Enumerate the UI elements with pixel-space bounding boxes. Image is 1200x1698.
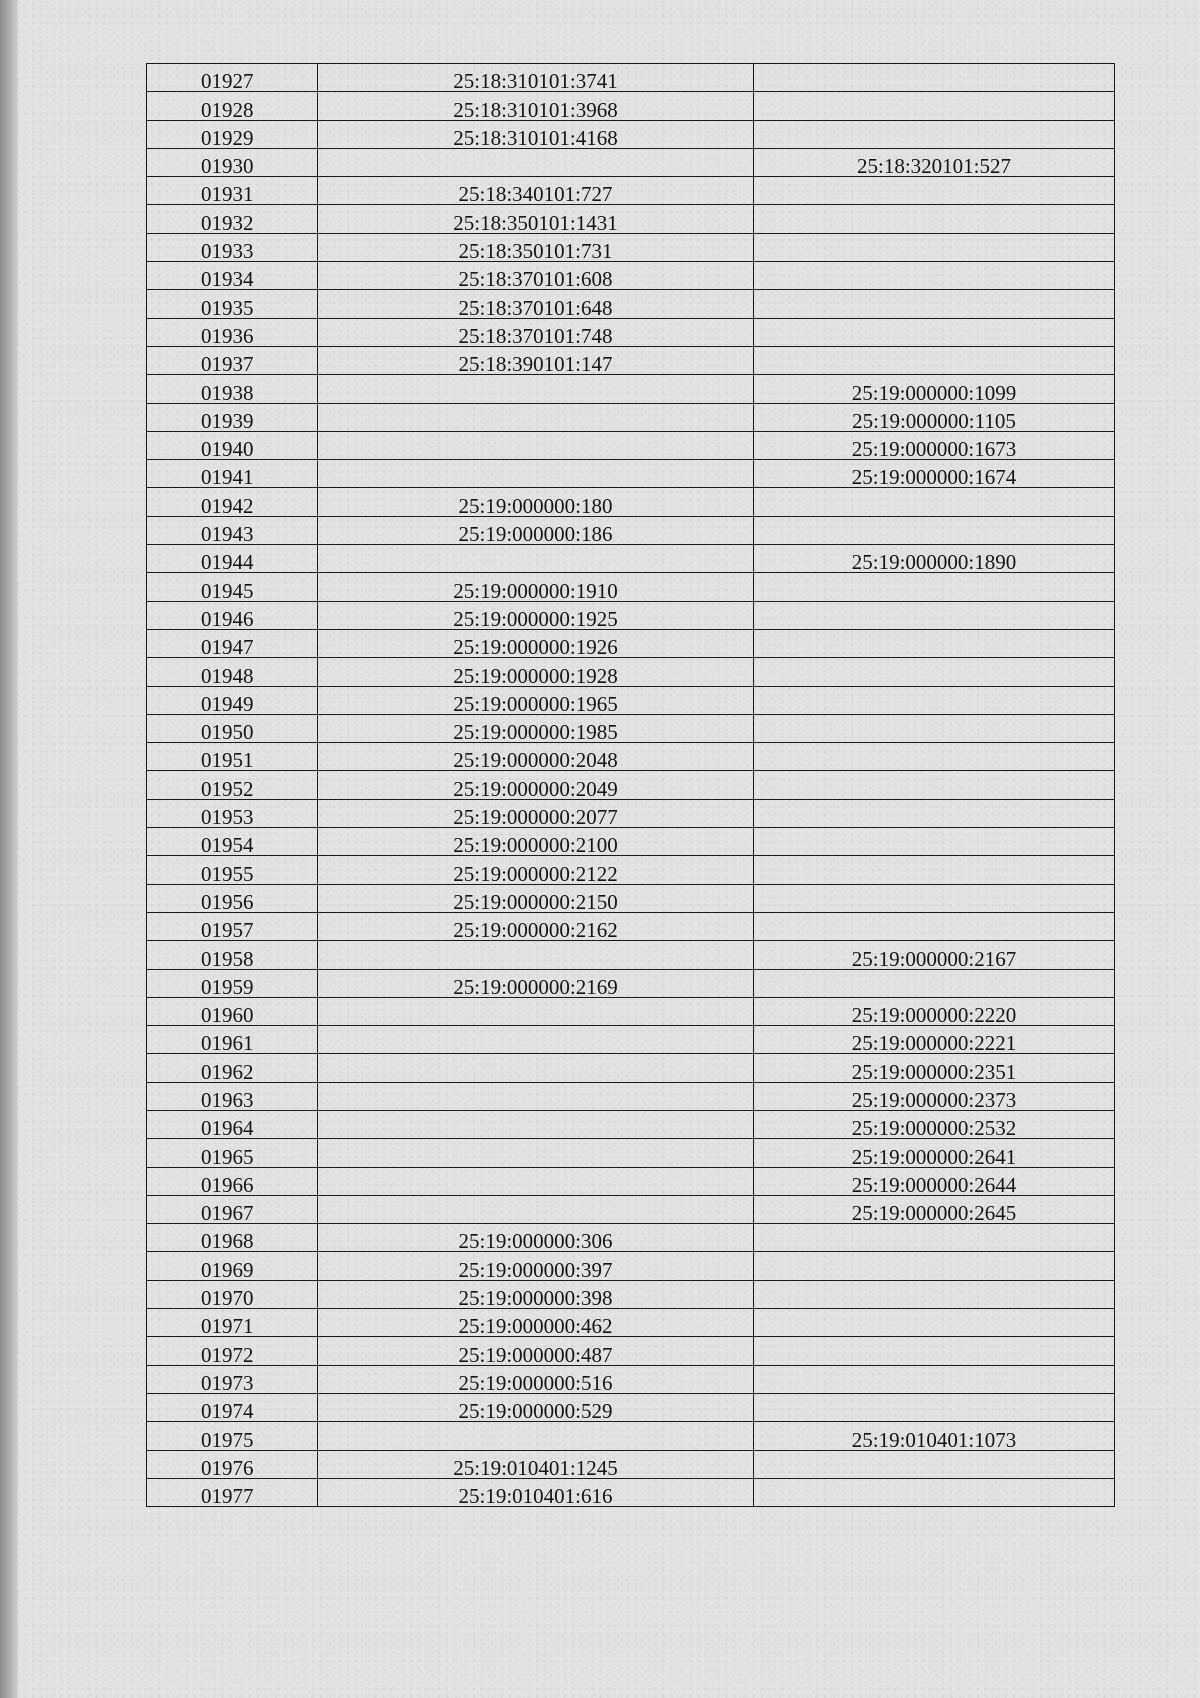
row-number-cell: 01973 xyxy=(147,1365,318,1393)
cadastral-number-cell xyxy=(754,92,1115,120)
cadastral-number-cell: 25:18:340101:727 xyxy=(318,177,754,205)
cadastral-number-cell: 25:18:350101:1431 xyxy=(318,205,754,233)
table-row xyxy=(147,516,1115,544)
cadastral-number-cell: 25:19:000000:2048 xyxy=(318,743,754,771)
cadastral-number-cell: 25:19:000000:462 xyxy=(318,1309,754,1337)
cadastral-number-cell xyxy=(318,460,754,488)
cadastral-number-cell xyxy=(754,629,1115,657)
cadastral-number-cell xyxy=(754,658,1115,686)
row-number-cell: 01968 xyxy=(147,1224,318,1252)
row-number-cell: 01929 xyxy=(147,120,318,148)
row-number-cell: 01970 xyxy=(147,1280,318,1308)
table-row xyxy=(147,714,1115,742)
cadastral-number-cell: 25:19:000000:1673 xyxy=(754,431,1115,459)
cadastral-number-cell: 25:19:000000:1965 xyxy=(318,686,754,714)
cadastral-number-cell: 25:18:370101:648 xyxy=(318,290,754,318)
cadastral-number-cell xyxy=(754,828,1115,856)
cadastral-number-cell xyxy=(318,1195,754,1223)
cadastral-number-cell xyxy=(754,318,1115,346)
table-row xyxy=(147,1252,1115,1280)
cadastral-number-cell xyxy=(318,1139,754,1167)
cadastral-number-cell: 25:19:010401:1245 xyxy=(318,1450,754,1478)
table-row xyxy=(147,1478,1115,1506)
cadastral-number-cell xyxy=(754,233,1115,261)
table-row xyxy=(147,233,1115,261)
cadastral-number-cell: 25:19:000000:398 xyxy=(318,1280,754,1308)
table-body xyxy=(147,64,1115,1507)
row-number-cell: 01958 xyxy=(147,941,318,969)
row-number-cell: 01956 xyxy=(147,884,318,912)
cadastral-number-cell: 25:19:000000:2641 xyxy=(754,1139,1115,1167)
row-number-cell: 01967 xyxy=(147,1195,318,1223)
table-row xyxy=(147,346,1115,374)
table-row xyxy=(147,545,1115,573)
row-number-cell: 01950 xyxy=(147,714,318,742)
cadastral-number-cell: 25:19:000000:2150 xyxy=(318,884,754,912)
row-number-cell: 01936 xyxy=(147,318,318,346)
table-row xyxy=(147,1450,1115,1478)
cadastral-number-cell: 25:18:310101:4168 xyxy=(318,120,754,148)
row-number-cell: 01966 xyxy=(147,1167,318,1195)
row-number-cell: 01940 xyxy=(147,431,318,459)
cadastral-number-cell xyxy=(754,346,1115,374)
cadastral-number-cell xyxy=(754,771,1115,799)
cadastral-number-cell xyxy=(318,1082,754,1110)
table-row xyxy=(147,743,1115,771)
cadastral-number-cell xyxy=(754,799,1115,827)
row-number-cell: 01931 xyxy=(147,177,318,205)
cadastral-number-cell xyxy=(754,290,1115,318)
cadastral-number-cell: 25:19:000000:1099 xyxy=(754,375,1115,403)
cadastral-number-cell xyxy=(754,969,1115,997)
cadastral-number-cell xyxy=(754,1393,1115,1421)
row-number-cell: 01927 xyxy=(147,64,318,92)
table-row xyxy=(147,177,1115,205)
table-row xyxy=(147,431,1115,459)
cadastral-number-cell: 25:19:000000:487 xyxy=(318,1337,754,1365)
table-row xyxy=(147,856,1115,884)
document-page xyxy=(18,0,1200,1698)
cadastral-number-cell xyxy=(754,912,1115,940)
cadastral-number-cell: 25:19:000000:2351 xyxy=(754,1054,1115,1082)
row-number-cell: 01965 xyxy=(147,1139,318,1167)
row-number-cell: 01951 xyxy=(147,743,318,771)
cadastral-number-cell: 25:19:000000:1105 xyxy=(754,403,1115,431)
cadastral-number-cell xyxy=(754,601,1115,629)
cadastral-number-cell: 25:18:350101:731 xyxy=(318,233,754,261)
row-number-cell: 01938 xyxy=(147,375,318,403)
cadastral-number-cell xyxy=(754,262,1115,290)
cadastral-number-cell: 25:19:000000:2220 xyxy=(754,997,1115,1025)
row-number-cell: 01942 xyxy=(147,488,318,516)
cadastral-number-cell xyxy=(318,1110,754,1138)
table-row xyxy=(147,686,1115,714)
table-row xyxy=(147,1139,1115,1167)
table-row xyxy=(147,148,1115,176)
cadastral-number-cell: 25:19:000000:2167 xyxy=(754,941,1115,969)
cadastral-number-cell: 25:19:000000:1928 xyxy=(318,658,754,686)
table-row xyxy=(147,1280,1115,1308)
table-row xyxy=(147,1224,1115,1252)
cadastral-number-cell: 25:19:000000:529 xyxy=(318,1393,754,1421)
cadastral-number-cell xyxy=(754,884,1115,912)
table-row xyxy=(147,1054,1115,1082)
cadastral-number-cell xyxy=(318,148,754,176)
table-row xyxy=(147,884,1115,912)
cadastral-number-cell: 25:19:000000:306 xyxy=(318,1224,754,1252)
row-number-cell: 01935 xyxy=(147,290,318,318)
row-number-cell: 01944 xyxy=(147,545,318,573)
row-number-cell: 01975 xyxy=(147,1422,318,1450)
cadastral-number-cell: 25:19:000000:2645 xyxy=(754,1195,1115,1223)
cadastral-number-cell: 25:19:000000:186 xyxy=(318,516,754,544)
cadastral-number-cell xyxy=(754,488,1115,516)
cadastral-number-cell xyxy=(754,1309,1115,1337)
table-row xyxy=(147,375,1115,403)
cadastral-number-cell xyxy=(754,743,1115,771)
cadastral-number-cell: 25:19:000000:2221 xyxy=(754,1026,1115,1054)
cadastral-number-cell: 25:19:000000:516 xyxy=(318,1365,754,1393)
table-row xyxy=(147,1026,1115,1054)
table-row xyxy=(147,799,1115,827)
row-number-cell: 01946 xyxy=(147,601,318,629)
table-row xyxy=(147,1309,1115,1337)
cadastral-number-cell: 25:19:000000:2162 xyxy=(318,912,754,940)
row-number-cell: 01964 xyxy=(147,1110,318,1138)
row-number-cell: 01977 xyxy=(147,1478,318,1506)
row-number-cell: 01939 xyxy=(147,403,318,431)
row-number-cell: 01937 xyxy=(147,346,318,374)
cadastral-number-cell xyxy=(754,516,1115,544)
cadastral-number-cell: 25:19:000000:2049 xyxy=(318,771,754,799)
table-row xyxy=(147,1110,1115,1138)
cadastral-number-cell xyxy=(754,1252,1115,1280)
table-row xyxy=(147,1365,1115,1393)
cadastral-number-cell: 25:19:010401:616 xyxy=(318,1478,754,1506)
row-number-cell: 01974 xyxy=(147,1393,318,1421)
cadastral-number-cell xyxy=(754,1478,1115,1506)
table-row xyxy=(147,1195,1115,1223)
cadastral-number-cell xyxy=(754,177,1115,205)
table-row xyxy=(147,1167,1115,1195)
row-number-cell: 01954 xyxy=(147,828,318,856)
cadastral-number-cell: 25:19:000000:1910 xyxy=(318,573,754,601)
cadastral-number-cell: 25:19:000000:2100 xyxy=(318,828,754,856)
table-row xyxy=(147,1393,1115,1421)
row-number-cell: 01943 xyxy=(147,516,318,544)
cadastral-number-cell: 25:18:320101:527 xyxy=(754,148,1115,176)
table-row xyxy=(147,828,1115,856)
row-number-cell: 01961 xyxy=(147,1026,318,1054)
cadastral-number-cell xyxy=(754,64,1115,92)
cadastral-number-cell xyxy=(754,120,1115,148)
cadastral-number-cell: 25:18:370101:748 xyxy=(318,318,754,346)
table-row xyxy=(147,941,1115,969)
row-number-cell: 01945 xyxy=(147,573,318,601)
cadastral-number-cell: 25:19:000000:1926 xyxy=(318,629,754,657)
cadastral-number-cell xyxy=(318,1026,754,1054)
cadastral-number-cell: 25:19:000000:2373 xyxy=(754,1082,1115,1110)
row-number-cell: 01953 xyxy=(147,799,318,827)
table-row xyxy=(147,1337,1115,1365)
cadastral-number-cell: 25:19:000000:1925 xyxy=(318,601,754,629)
cadastral-number-cell xyxy=(754,1280,1115,1308)
cadastral-number-cell xyxy=(318,997,754,1025)
row-number-cell: 01934 xyxy=(147,262,318,290)
table-row xyxy=(147,460,1115,488)
table-row xyxy=(147,318,1115,346)
table-row xyxy=(147,64,1115,92)
table-row xyxy=(147,92,1115,120)
row-number-cell: 01928 xyxy=(147,92,318,120)
cadastral-number-cell: 25:18:310101:3741 xyxy=(318,64,754,92)
table-row xyxy=(147,601,1115,629)
cadastral-number-cell: 25:19:000000:2122 xyxy=(318,856,754,884)
table-row xyxy=(147,969,1115,997)
table-row xyxy=(147,205,1115,233)
table-row xyxy=(147,658,1115,686)
cadastral-number-cell: 25:19:000000:180 xyxy=(318,488,754,516)
row-number-cell: 01933 xyxy=(147,233,318,261)
cadastral-number-cell xyxy=(754,1337,1115,1365)
row-number-cell: 01949 xyxy=(147,686,318,714)
cadastral-number-cell: 25:19:000000:397 xyxy=(318,1252,754,1280)
cadastral-number-cell: 25:19:000000:1674 xyxy=(754,460,1115,488)
cadastral-number-cell xyxy=(318,941,754,969)
row-number-cell: 01955 xyxy=(147,856,318,884)
row-number-cell: 01948 xyxy=(147,658,318,686)
row-number-cell: 01972 xyxy=(147,1337,318,1365)
row-number-cell: 01932 xyxy=(147,205,318,233)
row-number-cell: 01947 xyxy=(147,629,318,657)
table-row xyxy=(147,262,1115,290)
cadastral-number-cell: 25:19:010401:1073 xyxy=(754,1422,1115,1450)
row-number-cell: 01957 xyxy=(147,912,318,940)
cadastral-number-cell xyxy=(754,1450,1115,1478)
row-number-cell: 01959 xyxy=(147,969,318,997)
table-row xyxy=(147,997,1115,1025)
table-row xyxy=(147,1422,1115,1450)
cadastral-number-cell xyxy=(318,403,754,431)
cadastral-number-cell xyxy=(754,1365,1115,1393)
table-row xyxy=(147,573,1115,601)
row-number-cell: 01952 xyxy=(147,771,318,799)
row-number-cell: 01962 xyxy=(147,1054,318,1082)
cadastral-number-cell xyxy=(318,1054,754,1082)
cadastral-number-cell xyxy=(318,1422,754,1450)
cadastral-number-cell: 25:18:390101:147 xyxy=(318,346,754,374)
table-row xyxy=(147,488,1115,516)
table-row xyxy=(147,120,1115,148)
cadastral-number-cell: 25:19:000000:1985 xyxy=(318,714,754,742)
cadastral-number-cell: 25:19:000000:2169 xyxy=(318,969,754,997)
cadastral-number-cell: 25:19:000000:1890 xyxy=(754,545,1115,573)
cadastral-number-cell: 25:19:000000:2077 xyxy=(318,799,754,827)
cadastral-number-cell xyxy=(754,1224,1115,1252)
table-row xyxy=(147,403,1115,431)
cadastral-number-cell: 25:18:370101:608 xyxy=(318,262,754,290)
cadastral-number-cell: 25:19:000000:2532 xyxy=(754,1110,1115,1138)
table-row xyxy=(147,771,1115,799)
row-number-cell: 01960 xyxy=(147,997,318,1025)
cadastral-number-cell xyxy=(754,573,1115,601)
cadastral-number-cell xyxy=(754,205,1115,233)
table-row xyxy=(147,629,1115,657)
cadastral-number-cell xyxy=(318,545,754,573)
cadastral-number-cell xyxy=(754,856,1115,884)
cadastral-number-cell xyxy=(318,1167,754,1195)
row-number-cell: 01976 xyxy=(147,1450,318,1478)
scan-edge-shadow xyxy=(0,0,18,1698)
row-number-cell: 01930 xyxy=(147,148,318,176)
table-row xyxy=(147,912,1115,940)
cadastral-number-cell xyxy=(754,686,1115,714)
table-row xyxy=(147,290,1115,318)
cadastral-number-cell: 25:18:310101:3968 xyxy=(318,92,754,120)
row-number-cell: 01963 xyxy=(147,1082,318,1110)
row-number-cell: 01969 xyxy=(147,1252,318,1280)
cadastral-number-cell xyxy=(754,714,1115,742)
cadastral-number-cell xyxy=(318,375,754,403)
cadastral-number-cell: 25:19:000000:2644 xyxy=(754,1167,1115,1195)
table-row xyxy=(147,1082,1115,1110)
cadastral-number-table xyxy=(146,63,1115,1507)
row-number-cell: 01941 xyxy=(147,460,318,488)
cadastral-number-cell xyxy=(318,431,754,459)
row-number-cell: 01971 xyxy=(147,1309,318,1337)
